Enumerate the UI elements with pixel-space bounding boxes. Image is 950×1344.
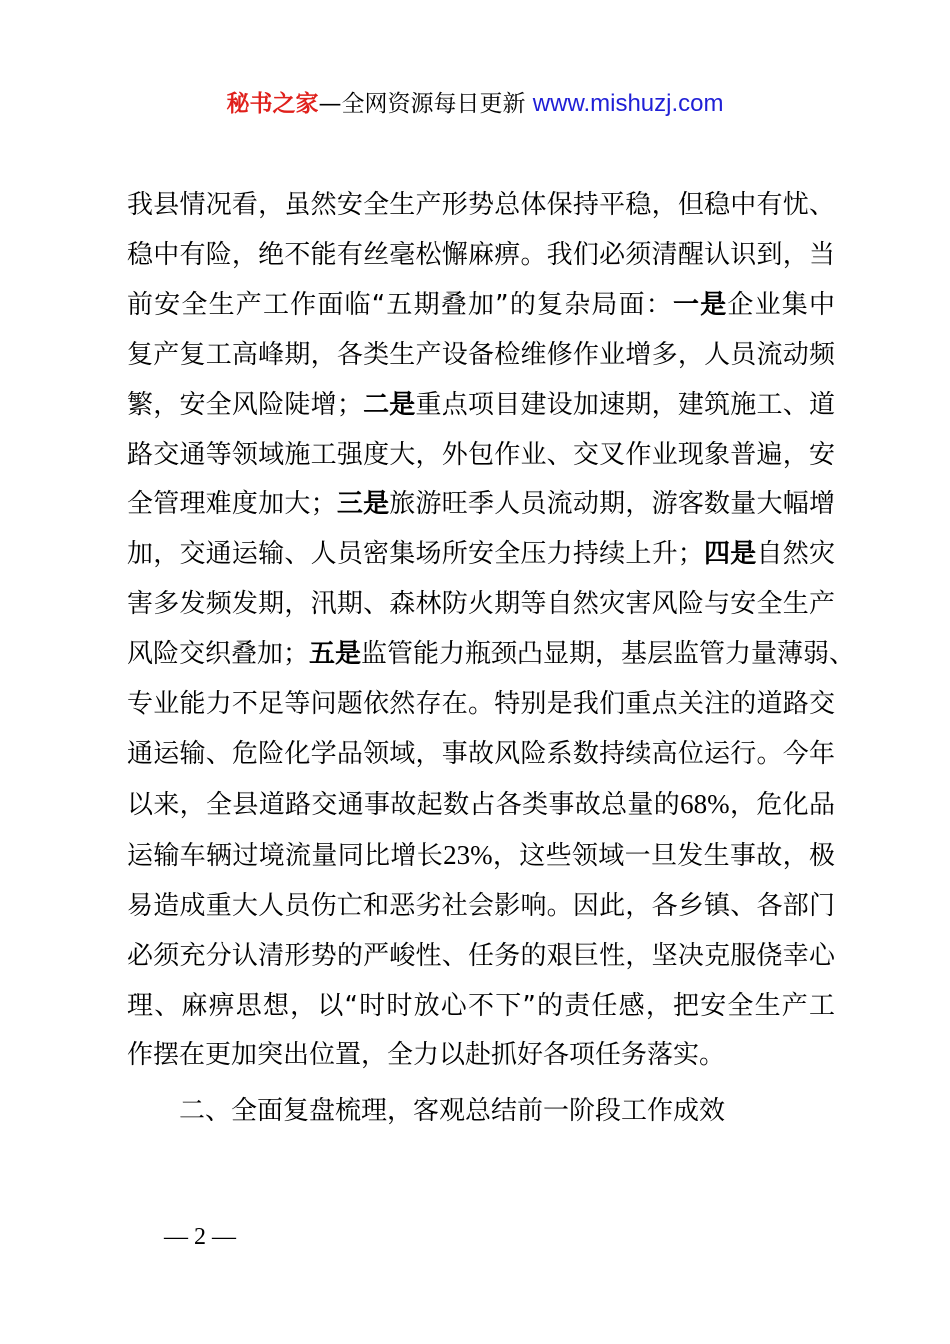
paragraph-line (127, 882, 835, 932)
paragraph-line (127, 780, 835, 831)
paragraph-line (127, 431, 835, 481)
document-body-paragraph (127, 181, 856, 1081)
paragraph-text: 稳中有险，绝不能有丝毫松懈麻痹。我们必须清醒认识到，当 (127, 239, 835, 270)
paragraph-text: 复产复工高峰期，各类生产设备检维修作业增多，人员流动频 (127, 339, 835, 370)
bold-emphasis-text: 五是 (309, 639, 362, 670)
paragraph-text: 通运输、危险化学品领域，事故风险系数持续高位运行。今年 (127, 738, 835, 769)
header-tagline: 全网资源每日更新 (341, 91, 526, 117)
section-heading: 二、全面复盘梳理，客观总结前一阶段工作成效 (179, 1096, 726, 1126)
percentage-value: 23% (443, 839, 493, 870)
paragraph-text: 全管理难度加大； (127, 489, 337, 520)
bold-emphasis-text: 四是 (703, 539, 757, 570)
paragraph-line (127, 932, 835, 982)
paragraph-text: 企业集中 (727, 289, 835, 320)
paragraph-text: ，这些领域一旦发生事故，极 (492, 840, 835, 871)
paragraph-text: 繁，安全风险陡增； (127, 389, 363, 420)
site-brand-name: 秘书之家 (226, 91, 319, 117)
paragraph-line (127, 730, 835, 780)
paragraph-text: 前安全生产工作面临“五期叠加”的复杂局面： (127, 289, 673, 320)
paragraph-line (127, 680, 835, 730)
bold-emphasis-text: 二是 (362, 389, 416, 420)
paragraph-line (127, 982, 835, 1032)
paragraph-line (127, 281, 835, 331)
paragraph-line (127, 530, 835, 580)
site-watermark-header (0, 88, 950, 120)
paragraph-text: 作摆在更加突出位置，全力以赴抓好各项任务落实。 (127, 1040, 726, 1071)
bold-emphasis-text: 三是 (336, 489, 390, 520)
paragraph-text: 以来，全县道路交通事故起数占各类事故总量的 (127, 789, 681, 820)
page-number: — 2 — (164, 1224, 236, 1250)
paragraph-line (127, 231, 835, 281)
paragraph-line (127, 630, 856, 680)
site-url-link[interactable]: www.mishuzj.com (532, 90, 724, 117)
paragraph-text: ，危化品 (729, 789, 835, 820)
paragraph-line (127, 331, 835, 381)
paragraph-text: 自然灾 (756, 539, 835, 570)
paragraph-text: 重点项目建设加速期，建筑施工、道 (415, 389, 835, 420)
paragraph-text: 害多发频发期，汛期、森林防火期等自然灾害风险与安全生产 (127, 589, 835, 620)
paragraph-line (127, 480, 835, 530)
header-dash: — (318, 91, 342, 117)
percentage-value: 68% (680, 788, 730, 819)
paragraph-text: 专业能力不足等问题依然存在。特别是我们重点关注的道路交 (127, 689, 835, 720)
paragraph-text: 风险交织叠加； (127, 639, 310, 670)
paragraph-text: 运输车辆过境流量同比增长 (127, 840, 444, 871)
paragraph-line (127, 580, 835, 630)
paragraph-text: 易造成重大人员伤亡和恶劣社会影响。因此，各乡镇、各部门 (127, 890, 835, 921)
paragraph-line (127, 381, 835, 431)
paragraph-line (127, 831, 835, 882)
paragraph-line (127, 181, 835, 231)
paragraph-text: 必须充分认清形势的严峻性、任务的艰巨性，坚决克服侥幸心 (127, 940, 835, 971)
paragraph-text: 路交通等领域施工强度大，外包作业、交叉作业现象普遍，安 (127, 439, 835, 470)
bold-emphasis-text: 一是 (673, 289, 728, 320)
paragraph-text: 理、麻痹思想，以“时时放心不下”的责任感，把安全生产工 (127, 990, 835, 1021)
paragraph-text: 监管能力瓶颈凸显期，基层监管力量薄弱、 (361, 639, 856, 670)
paragraph-text: 我县情况看，虽然安全生产形势总体保持平稳，但稳中有忧、 (127, 190, 835, 220)
paragraph-text: 加，交通运输、人员密集场所安全压力持续上升； (127, 539, 704, 570)
paragraph-line (127, 1031, 835, 1081)
paragraph-text: 旅游旺季人员流动期，游客数量大幅增 (389, 489, 835, 520)
